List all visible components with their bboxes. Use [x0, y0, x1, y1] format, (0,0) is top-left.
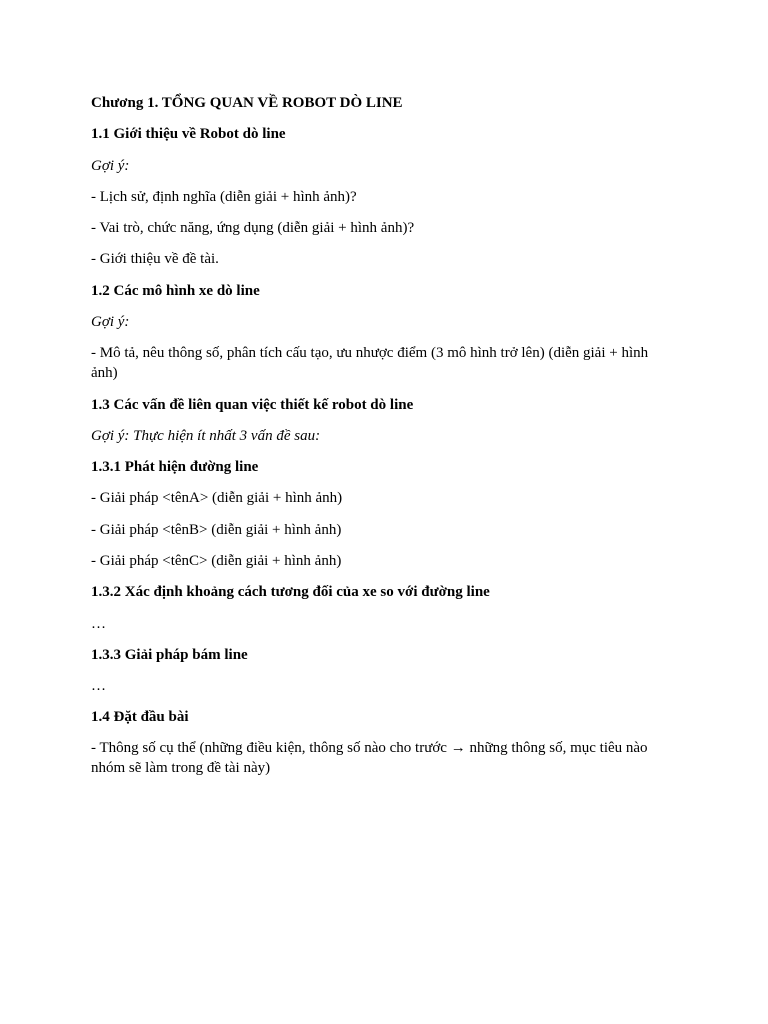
list-item — [91, 738, 676, 778]
section-1-3-hint: Gợi ý: Thực hiện ít nhất 3 vấn đề sau: — [91, 428, 321, 444]
list-item: - Giới thiệu về đề tài. — [91, 251, 219, 267]
ellipsis: … — [91, 678, 106, 694]
list-item: - Giải pháp <tênA> (diễn giải + hình ảnh) — [91, 490, 343, 506]
section-1-4-heading: 1.4 Đặt đầu bài — [91, 709, 189, 725]
chapter-title: Chương 1. TỔNG QUAN VỀ ROBOT DÒ LINE — [91, 95, 403, 111]
ellipsis: … — [91, 616, 106, 632]
section-1-3-2-heading: 1.3.2 Xác định khoảng cách tương đối của xe so với đường line — [91, 584, 490, 600]
section-1-2-hint: Gợi ý: — [91, 314, 130, 330]
section-1-1-heading: 1.1 Giới thiệu về Robot dò line — [91, 126, 286, 142]
section-1-3-heading: 1.3 Các vấn đề liên quan việc thiết kế robot dò line — [91, 397, 414, 413]
section-1-3-1-heading: 1.3.1 Phát hiện đường line — [91, 459, 259, 475]
arrow-right-icon: → — [450, 740, 466, 756]
item-text: những thông số, mục tiêu nào nhóm sẽ làm trong đề tài này) — [91, 740, 648, 776]
list-item: - Giải pháp <tênB> (diễn giải + hình ảnh) — [91, 522, 342, 538]
list-item: - Mô tả, nêu thông số, phân tích cấu tạo, ưu nhược điểm (3 mô hình trở lên) (diễn giải + hình ảnh) — [91, 345, 649, 381]
list-item: - Giải pháp <tênC> (diễn giải + hình ảnh) — [91, 553, 342, 569]
section-1-1-hint: Gợi ý: — [91, 158, 130, 174]
list-item: - Vai trò, chức năng, ứng dụng (diễn giải + hình ảnh)? — [91, 220, 415, 236]
section-1-3-3-heading: 1.3.3 Giải pháp bám line — [91, 647, 248, 663]
list-item: - Lịch sử, định nghĩa (diễn giải + hình ảnh)? — [91, 189, 357, 205]
section-1-2-heading: 1.2 Các mô hình xe dò line — [91, 283, 260, 299]
item-text: - Thông số cụ thể (những điều kiện, thông số nào cho trước — [91, 740, 447, 756]
